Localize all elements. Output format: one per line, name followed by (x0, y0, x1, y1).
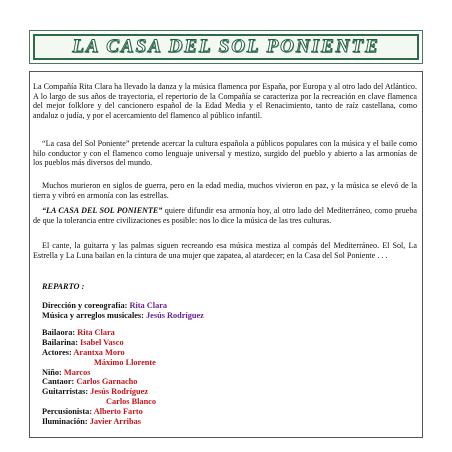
cast-role: Actores: (42, 347, 72, 357)
cast-role: Percusionista: (42, 406, 93, 416)
cast-name: Jesús Rodríguez (146, 310, 204, 320)
cast-row-iluminacion (42, 417, 382, 427)
content-panel (29, 71, 423, 438)
cast-row-cantaor (42, 377, 382, 387)
cast-role: Música y arreglos musicales: (42, 310, 144, 320)
cast-name: Rita Clara (77, 328, 115, 338)
page-title: LA CASA DEL SOL PONIENTE (72, 36, 380, 57)
cast-row-percusionista (42, 407, 382, 417)
cast-role: Bailarina: (42, 338, 78, 348)
paragraph-harmony-text: quiere difundir esa armonía hoy, al otro lado del Mediterráneo, como prueba de que la tolerancia entre civilizaciones es posible: nos lo dice la música de las tres culturas. (33, 206, 417, 225)
cast-row-actores-2 (42, 358, 382, 368)
title-banner-inner (33, 34, 419, 60)
cast-row-bailaora (42, 328, 382, 338)
cast-row-nino (42, 368, 382, 378)
cast-role: Cantaor: (42, 377, 75, 387)
cast-name: Marcos (63, 367, 91, 377)
cast-row-direccion (42, 301, 382, 311)
cast-row-guitarristas-2 (42, 397, 382, 407)
cast-name: Isabel Vasco (80, 338, 124, 348)
paragraph-closing: El cante, la guitarra y las palmas siguen recreando esa música mestiza al compás del Mediterráneo. El Sol, La Estrella y La Luna bailan en la cintura de una mujer que zapatea, al atardecer; en la Casa del Sol Poniente . . . (33, 241, 417, 260)
cast-row-bailarina (42, 338, 382, 348)
paragraph-history: Muchos murieron en siglos de guerra, pero en la edad media, muchos vivieron en paz, y la música se elevó de la tierra y vibró en armonía con las estrellas. (33, 181, 417, 200)
cast-spacer (42, 292, 382, 301)
cast-name: Carlos Blanco (106, 396, 157, 406)
cast-role: Guitarristas: (42, 387, 89, 397)
cast-name: Carlos Garnacho (76, 377, 138, 387)
cast-name: Alberto Farto (93, 406, 143, 416)
paragraph-project: “La casa del Sol Poniente” pretende acercar la cultura española a públicos populares con la música y el baile como hilo conductor y con el flamenco como lenguaje universal y mestizo, surgido del pueblo y abierto a las armonías de los pueblos más diversos del mundo. (33, 139, 417, 168)
paragraph-harmony (33, 206, 417, 225)
cast-row-actores (42, 348, 382, 358)
cast-list (42, 282, 382, 426)
cast-name: Máximo Llorente (94, 357, 156, 367)
paragraph-company: La Compañía Rita Clara ha llevado la danza y la música flamenca por España, por Europa y al otro lado del Atlántico. A lo largo de sus años de trayectoria, el repertorio de la Compañía se caracteriza por la recreación en clave flamenca del mejor folklore y del cancionero español de la Edad Media y el Renacimiento, tanto de raíz castellana, como andaluz o judía, y por el acercamiento del flamenco al público infantil. (33, 82, 417, 120)
title-banner (29, 30, 423, 64)
cast-role: Bailaora: (42, 328, 76, 338)
cast-row-musica (42, 311, 382, 321)
cast-role: Dirección y coreografía: (42, 300, 128, 310)
cast-heading: REPARTO : (42, 282, 85, 291)
show-title-quote: “LA CASA DEL SOL PONIENTE” (42, 206, 163, 215)
cast-name: Arantxa Moro (73, 347, 125, 357)
cast-name: Rita Clara (129, 300, 168, 310)
cast-role: Niño: (42, 367, 62, 377)
cast-spacer (42, 320, 382, 328)
cast-name: Javier Arribas (89, 416, 141, 426)
cast-role: Iluminación: (42, 416, 88, 426)
cast-row-guitarristas (42, 387, 382, 397)
cast-name: Jesús Rodríguez (90, 387, 149, 397)
